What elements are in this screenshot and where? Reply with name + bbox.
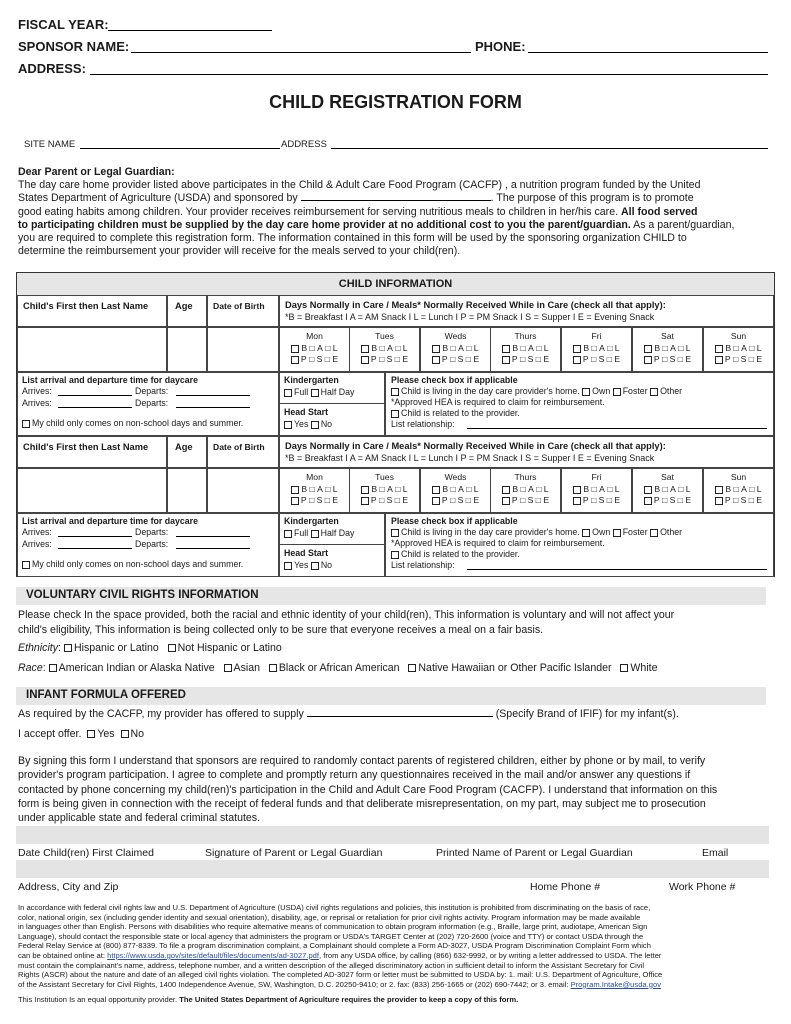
intro-line-1: The day care home provider listed above participates in the Child & Adult Care Food Program (CACFP) , a nutrition program funded by the United bbox=[18, 179, 701, 192]
age-header: Age bbox=[175, 301, 193, 311]
relationship-label: List relationship: bbox=[391, 419, 455, 429]
arrival-heading: List arrival and departure time for daycare bbox=[22, 375, 199, 385]
infant-row bbox=[18, 708, 679, 720]
arrives-label: Arrives: bbox=[22, 539, 52, 549]
departs-label: Departs: bbox=[135, 398, 169, 408]
departs-field-1[interactable] bbox=[176, 536, 250, 537]
head-start-label: Head Start bbox=[284, 407, 328, 417]
arrives-field-2[interactable] bbox=[58, 548, 132, 549]
ethnicity-row: Ethnicity: Hispanic or Latino Not Hispanic or Latino bbox=[18, 642, 282, 654]
relationship-field[interactable] bbox=[467, 569, 767, 570]
kindergarten-label: Kindergarten bbox=[284, 516, 339, 526]
head-start-options[interactable]: Yes No bbox=[284, 560, 332, 571]
dob-field-2[interactable] bbox=[207, 468, 279, 513]
meal-checkboxes-row-2[interactable]: P □ S □ E bbox=[561, 495, 632, 505]
meal-checkboxes-row-2[interactable]: P □ S □ E bbox=[279, 354, 350, 364]
race-label: Race bbox=[18, 662, 43, 674]
dob-header: Date of Birth bbox=[213, 442, 265, 452]
half-day-checkbox[interactable] bbox=[311, 389, 319, 397]
day-label: Tues bbox=[375, 472, 394, 482]
date-first-claimed-label: Date Child(ren) First Claimed bbox=[18, 847, 154, 859]
intro bbox=[18, 166, 778, 258]
civil-rights-line-2: child's eligibility, This information is being collected only to be sure that everyone receives a meal on a fair basis. bbox=[18, 624, 544, 636]
meal-checkboxes-row-2[interactable]: P □ S □ E bbox=[349, 495, 420, 505]
age-field-1[interactable] bbox=[167, 327, 207, 372]
departs-field-2[interactable] bbox=[176, 548, 250, 549]
email-label: Email bbox=[702, 847, 729, 859]
infant-text-b: (Specify Brand of IFIF) for my infant(s). bbox=[495, 708, 679, 720]
sponsor-name-label: SPONSOR NAME: bbox=[18, 39, 130, 54]
non-school-row[interactable]: My child only comes on non-school days and summer. bbox=[22, 559, 243, 570]
meal-checkboxes-row-1[interactable]: B □ A □ L bbox=[703, 484, 774, 494]
own-checkbox[interactable] bbox=[582, 529, 590, 537]
meal-checkboxes-row-2[interactable]: P □ S □ E bbox=[420, 495, 491, 505]
race-checkbox-asian[interactable] bbox=[224, 664, 232, 672]
related-row[interactable]: Child is related to the provider. bbox=[391, 408, 520, 419]
legal-line-10: This Institution Is an equal opportunity provider. The United States Department of Agriculture requires the provider to keep a copy of this form. bbox=[18, 995, 519, 1005]
fiscal-year-label: FISCAL YEAR: bbox=[18, 17, 109, 32]
meal-checkboxes-row-2[interactable]: P □ S □ E bbox=[632, 354, 703, 364]
foster-checkbox[interactable] bbox=[613, 529, 621, 537]
ifif-brand-field[interactable] bbox=[307, 716, 493, 717]
intro-line-3: good eating habits among children. Your provider receives reimbursement for serving nutritious meals to children in her/his care. All food served bbox=[18, 205, 698, 218]
race-row: Race: American Indian or Alaska Native Asian Black or African American Native Hawaiian or Other Pacific Islander White bbox=[18, 662, 658, 674]
meal-checkboxes-row-2[interactable]: P □ S □ E bbox=[703, 495, 774, 505]
meal-checkboxes-row-1[interactable]: B □ A □ L bbox=[279, 484, 350, 494]
race-option-asian: Asian bbox=[233, 662, 261, 674]
foster-checkbox[interactable] bbox=[613, 388, 621, 396]
meal-checkboxes-row-2[interactable]: P □ S □ E bbox=[490, 354, 561, 364]
child-name-header: Child's First then Last Name bbox=[23, 301, 149, 311]
days-heading: Days Normally in Care / Meals* Normally Received While in Care (check all that apply): bbox=[285, 300, 666, 310]
race-checkbox-white[interactable] bbox=[620, 664, 628, 672]
age-field-2[interactable] bbox=[167, 468, 207, 513]
day-label: Sun bbox=[730, 331, 747, 341]
intro-line-4: to participating children must be supplied by the day care home provider at no additional cost to you the parent/guardian. As a parent/guardian, bbox=[18, 218, 735, 231]
check-heading: Please check box if applicable bbox=[391, 375, 518, 385]
meal-checkboxes-row-1[interactable]: B □ A □ L bbox=[349, 343, 420, 353]
address-label: ADDRESS: bbox=[18, 61, 86, 76]
non-school-checkbox[interactable] bbox=[22, 420, 30, 428]
related-checkbox[interactable] bbox=[391, 551, 399, 559]
meal-checkboxes-row-2[interactable]: P □ S □ E bbox=[632, 495, 703, 505]
signing-text bbox=[18, 754, 778, 825]
accept-no-checkbox[interactable] bbox=[121, 730, 129, 738]
departs-field-1[interactable] bbox=[176, 395, 250, 396]
sponsor-name-field[interactable] bbox=[131, 52, 471, 53]
meal-checkboxes-row-2[interactable]: P □ S □ E bbox=[349, 354, 420, 364]
head-start-no-checkbox[interactable] bbox=[311, 421, 319, 429]
departs-field-2[interactable] bbox=[176, 407, 250, 408]
accept-yes-checkbox[interactable] bbox=[87, 730, 95, 738]
full-checkbox[interactable] bbox=[284, 530, 292, 538]
meal-checkboxes-row-2[interactable]: P □ S □ E bbox=[279, 495, 350, 505]
other-checkbox[interactable] bbox=[650, 388, 658, 396]
day-label: Weds bbox=[444, 472, 467, 482]
meal-checkboxes-row-1[interactable]: B □ A □ L bbox=[349, 484, 420, 494]
kindergarten-label: Kindergarten bbox=[284, 375, 339, 385]
site-address-field[interactable] bbox=[331, 148, 768, 149]
nondiscrimination-statement bbox=[18, 903, 778, 1005]
legal-line-7: must contain the complainant's name, address, telephone number, and a written description of the alleged discriminatory action in sufficient detail to inform the Assistant Secretary for Civil bbox=[18, 960, 645, 970]
related-checkbox[interactable] bbox=[391, 410, 399, 418]
signing-line-3: contacted by phone concerning my child(ren)'s participation in the Child and Adult Care Food Program (CACFP). I understand that information on this bbox=[18, 783, 718, 796]
own-checkbox[interactable] bbox=[582, 388, 590, 396]
accept-yes-label: Yes bbox=[97, 728, 115, 740]
head-start-no-checkbox[interactable] bbox=[311, 562, 319, 570]
kindergarten-options[interactable]: Full Half Day bbox=[284, 387, 354, 398]
half-day-checkbox[interactable] bbox=[311, 530, 319, 538]
non-school-checkbox[interactable] bbox=[22, 561, 30, 569]
fiscal-year-field[interactable] bbox=[108, 30, 272, 31]
meal-checkboxes-row-2[interactable]: P □ S □ E bbox=[561, 354, 632, 364]
head-start-yes-checkbox[interactable] bbox=[284, 421, 292, 429]
home-phone-label: Home Phone # bbox=[530, 881, 601, 893]
printed-name-label: Printed Name of Parent or Legal Guardian bbox=[436, 847, 633, 859]
meal-checkboxes-row-1[interactable]: B □ A □ L bbox=[420, 484, 491, 494]
day-label: Fri bbox=[591, 472, 602, 482]
arrives-label: Arrives: bbox=[22, 398, 52, 408]
arrival-heading: List arrival and departure time for daycare bbox=[22, 516, 199, 526]
head-start-yes-checkbox[interactable] bbox=[284, 562, 292, 570]
race-checkbox-black[interactable] bbox=[269, 664, 277, 672]
day-label: Weds bbox=[444, 331, 467, 341]
arrives-field-1[interactable] bbox=[58, 395, 132, 396]
signature-label: Signature of Parent or Legal Guardian bbox=[205, 847, 383, 859]
civil-rights-line-1: Please check In the space provided, both the racial and ethnic identity of your child(ren), This information is voluntary and will not affect your bbox=[18, 609, 675, 621]
relationship-label: List relationship: bbox=[391, 560, 455, 570]
signing-line-2: provider's program participation. I agree to complete and promptly return any questionnaires received in the mail and/or answer any questions if bbox=[18, 769, 691, 782]
ad-3027-link[interactable]: https://www.usda.gov/sites/default/files/documents/ad-3027.pdf bbox=[107, 950, 319, 960]
arrives-field-1[interactable] bbox=[58, 536, 132, 537]
salutation: Dear Parent or Legal Guardian: bbox=[18, 166, 175, 178]
legal-line-2: color, national origin, sex (including gender identity and sexual orientation), disability, age, or reprisal or retaliation for prior civil rights activity. Program information may be made available bbox=[18, 912, 641, 922]
child-name-field-2[interactable] bbox=[17, 468, 167, 513]
kindergarten-options[interactable]: Full Half Day bbox=[284, 528, 354, 539]
civil-rights-heading: VOLUNTARY CIVIL RIGHTS INFORMATION bbox=[16, 587, 766, 605]
address-field[interactable] bbox=[90, 74, 768, 75]
meal-checkboxes-row-1[interactable]: B □ A □ L bbox=[561, 484, 632, 494]
day-label: Fri bbox=[591, 331, 602, 341]
intro-line-6: determine the reimbursement your provider will receive for the meals served to your child(ren). bbox=[18, 245, 461, 258]
age-header: Age bbox=[175, 442, 193, 452]
signature-fields-row-1[interactable] bbox=[16, 826, 769, 844]
race-checkbox-pacific-islander[interactable] bbox=[408, 664, 416, 672]
meal-key: *B = Breakfast I A = AM Snack I L = Lunch I P = PM Snack I S = Supper I E = Evening Snack bbox=[285, 453, 655, 463]
infant-heading: INFANT FORMULA OFFERED bbox=[16, 687, 766, 705]
legal-line-4: Language), should contact the responsible state or local agency that administers the program or USDA's TARGET Center at (202) 720-2600 (voice and TTY) or contact USDA through the bbox=[18, 931, 644, 941]
day-label: Sat bbox=[661, 331, 674, 341]
site-address-label: ADDRESS bbox=[281, 139, 327, 150]
site-name-field[interactable] bbox=[80, 148, 280, 149]
full-checkbox[interactable] bbox=[284, 389, 292, 397]
living-checkbox[interactable] bbox=[391, 529, 399, 537]
arrives-label: Arrives: bbox=[22, 527, 52, 537]
meal-checkboxes-row-2[interactable]: P □ S □ E bbox=[420, 354, 491, 364]
signature-fields-row-2[interactable] bbox=[16, 860, 769, 878]
not-hispanic-checkbox[interactable] bbox=[168, 644, 176, 652]
departs-label: Departs: bbox=[135, 527, 169, 537]
departs-label: Departs: bbox=[135, 386, 169, 396]
hispanic-checkbox[interactable] bbox=[64, 644, 72, 652]
meal-checkboxes-row-2[interactable]: P □ S □ E bbox=[703, 354, 774, 364]
dob-header: Date of Birth bbox=[213, 301, 265, 311]
living-checkbox[interactable] bbox=[391, 388, 399, 396]
meal-checkboxes-row-1[interactable]: B □ A □ L bbox=[703, 343, 774, 353]
address-city-zip-label: Address, City and Zip bbox=[18, 881, 119, 893]
non-school-row[interactable]: My child only comes on non-school days and summer. bbox=[22, 418, 243, 429]
legal-line-3: in languages other than English. Persons with disabilities who require alternative means of communication to obtain program information (e.g., Braille, large print, audiotape, American Sign bbox=[18, 922, 648, 932]
hea-note: *Approved HEA is required to claim for reimbursement. bbox=[391, 397, 605, 407]
race-option-white: White bbox=[630, 662, 658, 674]
living-row[interactable]: Child is living in the day care provider's home. Own Foster Other bbox=[391, 527, 682, 538]
arrives-field-2[interactable] bbox=[58, 407, 132, 408]
day-label: Tues bbox=[375, 331, 394, 341]
meal-checkboxes-row-1[interactable]: B □ A □ L bbox=[632, 343, 703, 353]
legal-line-8: Rights (ASCR) about the nature and date of an alleged civil rights violation. The completed AD-3027 form or letter must be submitted to USDA by: 1. mail: U.S. Department of Agriculture, Office bbox=[18, 970, 663, 980]
living-row[interactable]: Child is living in the day care provider's home. Own Foster Other bbox=[391, 386, 682, 397]
program-intake-email-link[interactable]: Program.Intake@usda.gov bbox=[570, 979, 662, 989]
day-label: Mon bbox=[306, 472, 323, 482]
legal-line-5: Federal Relay Service at (800) 877-8339. To file a program discrimination complaint, a Complainant should complete a Form AD-3027, USDA Program Discrimination Complaint Form which bbox=[18, 941, 651, 951]
meal-checkboxes-row-1[interactable]: B □ A □ L bbox=[490, 484, 561, 494]
head-start-label: Head Start bbox=[284, 548, 328, 558]
days-heading: Days Normally in Care / Meals* Normally Received While in Care (check all that apply): bbox=[285, 441, 666, 451]
form-title: CHILD REGISTRATION FORM bbox=[269, 92, 522, 112]
head-start-options[interactable]: Yes No bbox=[284, 419, 332, 430]
child-info-heading: CHILD INFORMATION bbox=[17, 273, 774, 296]
ethnicity-label: Ethnicity bbox=[18, 642, 59, 654]
arrives-label: Arrives: bbox=[22, 386, 52, 396]
work-phone-label: Work Phone # bbox=[669, 881, 736, 893]
accept-row bbox=[18, 728, 144, 740]
intro-line-5: you are required to complete this registration form. The information contained in this form will be used by the sponsoring organization CHILD to bbox=[18, 232, 687, 245]
race-option-pacific-islander: Native Hawaiian or Other Pacific Islander bbox=[418, 662, 612, 674]
signing-line-1: By signing this form I understand that sponsors are required to randomly contact parents of registered children, either by phone or by mail, to verify bbox=[18, 755, 706, 767]
check-heading: Please check box if applicable bbox=[391, 516, 518, 526]
accept-no-label: No bbox=[130, 728, 145, 740]
meal-checkboxes-row-1[interactable]: B □ A □ L bbox=[632, 484, 703, 494]
phone-label: PHONE: bbox=[475, 39, 526, 54]
other-checkbox[interactable] bbox=[650, 529, 658, 537]
meal-checkboxes-row-1[interactable]: B □ A □ L bbox=[279, 343, 350, 353]
sponsor-blank[interactable] bbox=[301, 200, 491, 201]
child-name-header: Child's First then Last Name bbox=[23, 442, 149, 452]
intro-line-2: States Department of Agriculture (USDA) and sponsored by . The purpose of this program is to promote bbox=[18, 192, 694, 205]
day-label: Thurs bbox=[514, 472, 537, 482]
related-row[interactable]: Child is related to the provider. bbox=[391, 549, 520, 560]
legal-line-1: In accordance with federal civil rights law and U.S. Department of Agriculture (USDA) civil rights regulations and policies, this institution is prohibited from discriminating on the basis of race, bbox=[18, 903, 651, 912]
race-option-american-indian: American Indian or Alaska Native bbox=[58, 662, 215, 674]
race-option-black: Black or African American bbox=[278, 662, 400, 674]
child-name-field-1[interactable] bbox=[17, 327, 167, 372]
signing-line-4: form is being given in connection with the receipt of federal funds and that deliberate misrepresentation, on my part, may subject me to prosecution bbox=[18, 797, 706, 810]
dob-field-1[interactable] bbox=[207, 327, 279, 372]
day-label: Thurs bbox=[514, 331, 537, 341]
meal-checkboxes-row-1[interactable]: B □ A □ L bbox=[561, 343, 632, 353]
day-label: Sun bbox=[730, 472, 747, 482]
hea-note: *Approved HEA is required to claim for reimbursement. bbox=[391, 538, 605, 548]
phone-field[interactable] bbox=[528, 52, 768, 53]
relationship-field[interactable] bbox=[467, 428, 767, 429]
infant-text-a: As required by the CACFP, my provider has offered to supply bbox=[18, 708, 304, 720]
legal-line-6: can be obtained online at: https://www.usda.gov/sites/default/files/documents/ad-3027.pdf, from any USDA office, by calling (866) 632-9992, or by writing a letter addressed to USDA. The letter bbox=[18, 950, 662, 960]
legal-line-9: of the Assistant Secretary for Civil Rights, 1400 Independence Avenue, SW, Washington, D.C. 20250-9410; or 2. fax: (833) 256-1665 or (202) 690-7442; or 3. email: Program.Intake@usda.gov bbox=[18, 979, 662, 989]
day-label: Sat bbox=[661, 472, 674, 482]
meal-key: *B = Breakfast I A = AM Snack I L = Lunch I P = PM Snack I S = Supper I E = Evening Snack bbox=[285, 312, 655, 322]
meal-checkboxes-row-1[interactable]: B □ A □ L bbox=[420, 343, 491, 353]
accept-label: I accept offer. bbox=[18, 728, 82, 740]
civil-rights-text bbox=[18, 608, 674, 638]
departs-label: Departs: bbox=[135, 539, 169, 549]
signing-line-5: under applicable state and federal criminal statutes. bbox=[18, 812, 261, 825]
meal-checkboxes-row-1[interactable]: B □ A □ L bbox=[490, 343, 561, 353]
hispanic-label: Hispanic or Latino bbox=[73, 642, 159, 654]
not-hispanic-label: Not Hispanic or Latino bbox=[177, 642, 282, 654]
day-label: Mon bbox=[306, 331, 323, 341]
meal-checkboxes-row-2[interactable]: P □ S □ E bbox=[490, 495, 561, 505]
site-name-label: SITE NAME bbox=[24, 139, 76, 150]
race-checkbox-american-indian[interactable] bbox=[49, 664, 57, 672]
